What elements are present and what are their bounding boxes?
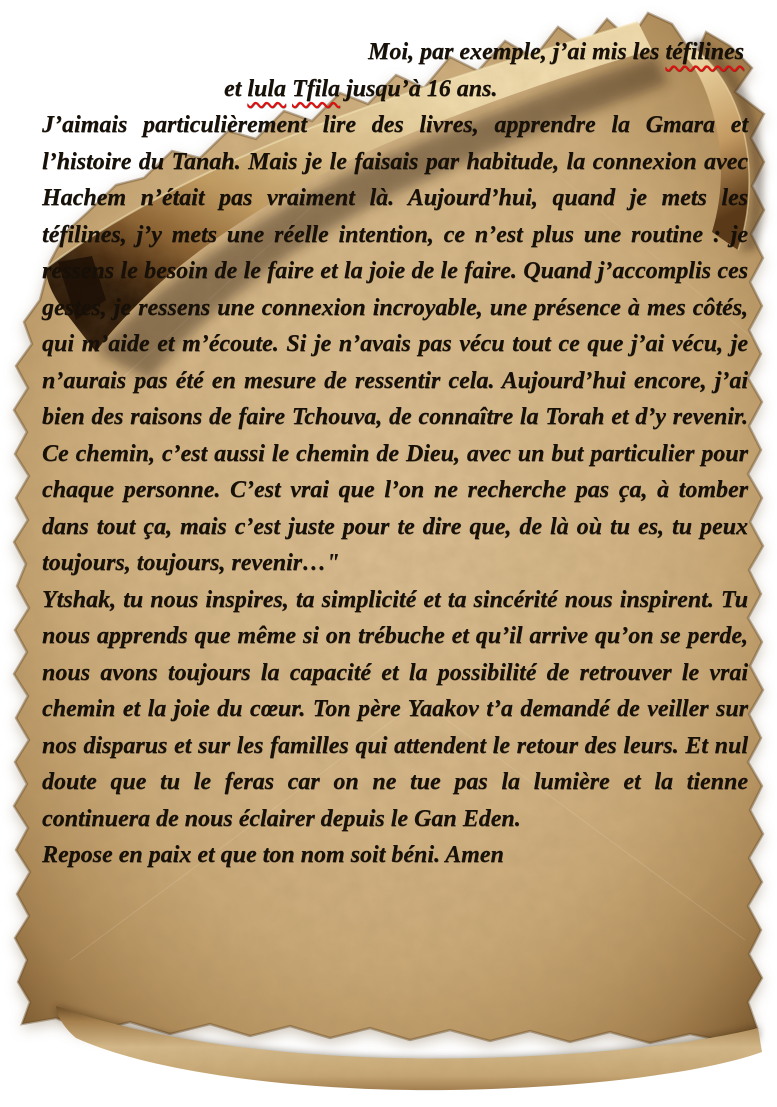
letter-opening — [42, 34, 748, 107]
text-segment: Moi, par exemple, j’ai mis les — [368, 39, 666, 65]
misspelled-word-lula: lula — [247, 75, 287, 102]
misspelled-word-tfila: Tfila — [292, 75, 341, 102]
text-segment: et — [224, 75, 248, 102]
opening-line-2 — [42, 71, 748, 108]
misspelled-word-tefilines: téfilines — [665, 39, 744, 65]
letter-paragraph-tribute: Ytshak, tu nous inspires, ta simplicité et ta sincérité nous inspirent. Tu nous apprends que même si on trébuche et qu’il arrive qu’on se perde, nous avons toujours la capacité et la possibilité de retrouver le vrai chemin et la joie du cœur. Ton père Yaakov t’a demandé de veiller sur nos disparus et sur les familles qui attendent le retour des leurs. Et nul doute que tu le feras car on ne tue pas la lumière et la tienne continuera de nous éclairer depuis le Gan Eden. — [42, 586, 748, 832]
letter-closing-blessing: Repose en paix et que ton nom soit béni. Amen — [42, 842, 504, 868]
letter-paragraph-testimony: J’aimais particulièrement lire des livres, apprendre la Gmara et l’histoire du Tanah. Mais je le faisais par habitude, la connexion avec Hachem n’était pas vraiment là. Aujourd’hui, quand je mets les téfilines, j’y mets une réelle intention, ce n’est plus une routine : je ressens le besoin de le faire et la joie de le faire. Quand j’accomplis ces gestes, je ressens une connexion incroyable, une présence à mes côtés, qui m’aide et m’écoute. Si je n’avais pas vécu tout ce que j’ai vécu, je n’aurais pas été en mesure de ressentir cela. Aujourd’hui encore, j’ai bien des raisons de faire Tchouva, de connaître la Torah et d’y revenir. Ce chemin, c’est aussi le chemin de Dieu, avec un but particulier pour chaque personne. C’est vrai que l’on ne recherche pas ça, à tomber dans tout ça, mais c’est juste pour te dire que, de là où tu es, tu peux toujours, toujours, revenir…" — [42, 112, 748, 576]
text-segment: jusqu’à 16 ans. — [340, 75, 498, 102]
opening-line-1 — [42, 34, 748, 71]
letter-text — [42, 34, 748, 874]
